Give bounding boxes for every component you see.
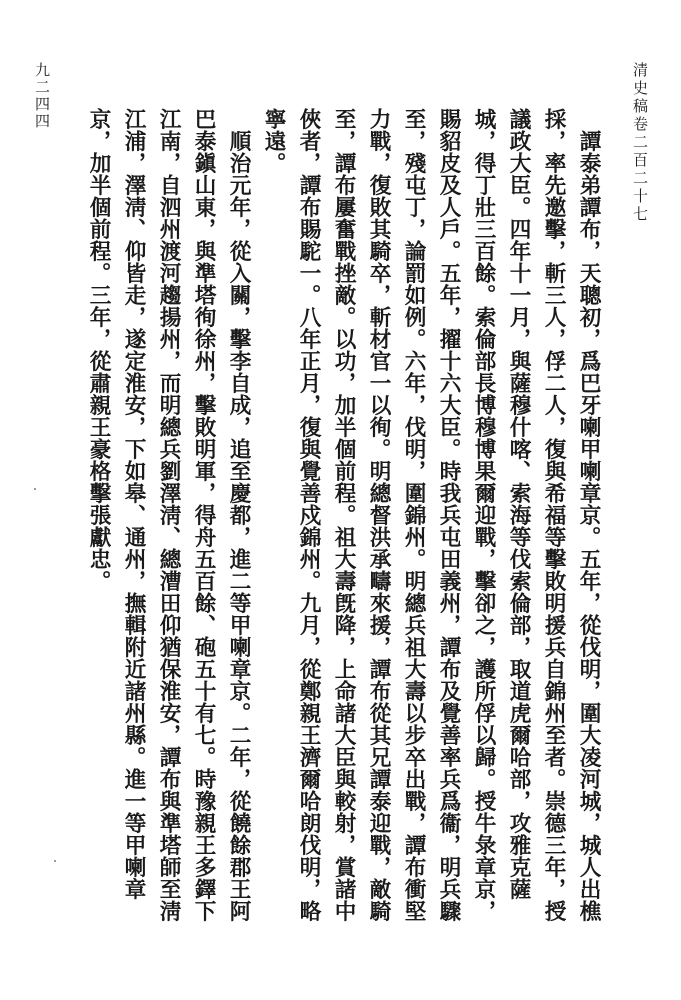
paragraph-1: 譚泰弟譚布，天聰初，爲巴牙喇甲喇章京。五年，從伐明，圍大凌河城，城人出樵採，率先邀擊，斬三人，俘二人，復與希福等擊敗明援兵自錦州至者。崇德三年，授議政大臣。四年十一月，與薩穆什喀、索海等伐索倫部，取道虎爾哈部，攻雅克薩城，得丁壯三百餘。索倫部長博穆博果爾迎戰，擊卻之，護所俘以歸。授牛彔章京，賜貂皮及人戶。五年，擢十六大臣。時我兵屯田義州，譚布及覺善率兵爲衞，明兵驟至，殘屯丁，論罰如例。六年，伐明，圍錦州。明總兵祖大壽以步卒出戰，譚布衝堅力戰，復敗其騎卒，斬材官一以徇。明總督洪承疇來援，譚布從其兄譚泰迎戰，敵騎至，譚布屢奮戰挫敵。以功，加半個前程。祖大壽旣降，上命諸大臣與較射，賞諸中俠者，譚布賜駝一。八年正月，復與覺善戍錦州。九月，從鄭親王濟爾哈朗伐明，略寧遠。 — [261, 108, 601, 922]
page-number: 九二四四 — [33, 62, 51, 130]
book-title-header: 清史稿卷二百二十七 — [631, 62, 649, 224]
scan-speck — [34, 488, 36, 490]
scan-speck — [54, 860, 56, 862]
main-text-body — [86, 108, 606, 938]
paragraph-2: 順治元年，從入關，擊李自成，追至慶都，進二等甲喇章京。二年，從饒餘郡王阿巴泰鎭山東，與準塔徇徐州，擊敗明軍，得舟五百餘、砲五十有七。時豫親王多鐸下江南，自泗州渡河趨揚州，而明總兵劉澤淸、總漕田仰猶保淮安，譚布與準塔師至淸江浦，澤淸、仰皆走，遂定淮安，下如皋、通州，撫輯附近諸州縣。進一等甲喇章京，加半個前程。三年，從肅親王豪格擊張獻忠。 — [86, 108, 251, 922]
